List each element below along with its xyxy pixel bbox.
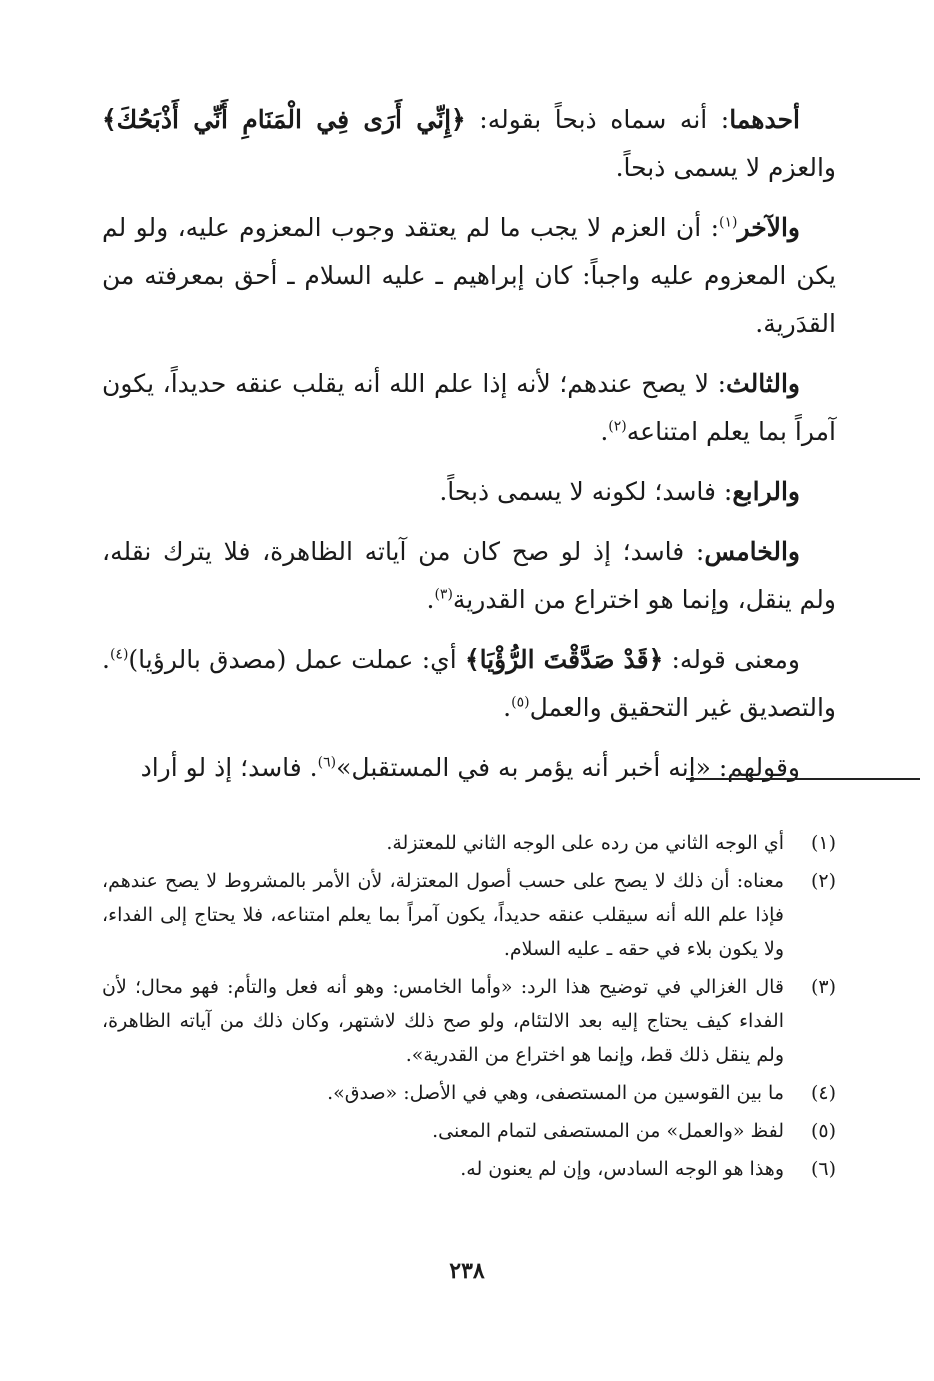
paragraph-lead: والرابع — [732, 477, 800, 506]
footnote-number: (٦) — [810, 1158, 836, 1180]
footnote-text: لفظ «والعمل» من المستصفى لتمام المعنى. — [432, 1120, 784, 1142]
quran-verse: ﴿قَدْ صَدَّقْتَ الرُّؤْيَا﴾ — [464, 645, 664, 674]
footnote-text: وهذا هو الوجه السادس، وإن لم يعنون له. — [460, 1158, 784, 1180]
paragraph-first — [102, 96, 836, 192]
footnote-number: (٢) — [810, 870, 836, 892]
paragraph-sixth — [102, 636, 836, 732]
footnote-item — [102, 1152, 836, 1186]
footnote-text: أي الوجه الثاني من رده على الوجه الثاني للمعتزلة. — [386, 832, 784, 854]
footnote-ref[interactable]: (١) — [719, 214, 738, 231]
paragraph-text: . — [426, 585, 435, 614]
paragraph-second — [102, 204, 836, 348]
paragraph-lead: أحدهما — [729, 105, 800, 134]
paragraph-text: وقولهم: «إنه أخبر أنه يؤمر به في المستقبل» — [336, 753, 800, 782]
footnote-ref[interactable]: (٣) — [434, 586, 453, 603]
main-text — [102, 96, 836, 804]
footnote-number: (٣) — [810, 976, 836, 998]
footnote-text: ما بين القوسين من المستصفى، وهي في الأصل: «صدق». — [327, 1082, 784, 1104]
footnote-separator — [686, 778, 920, 780]
paragraph-text: . والتصديق غير التحقيق والعمل — [102, 645, 836, 722]
paragraph-lead: والثالث — [726, 369, 800, 398]
footnote-item — [102, 970, 836, 1072]
paragraph-text: : فاسد؛ لكونه لا يسمى ذبحاً. — [439, 477, 733, 506]
paragraph-fifth — [102, 528, 836, 624]
footnote-ref[interactable]: (٤) — [109, 646, 129, 663]
footnote-item — [102, 864, 836, 966]
paragraph-seventh — [102, 744, 836, 792]
footnote-ref[interactable]: (٢) — [608, 418, 627, 435]
paragraph-lead: والآخر — [737, 213, 800, 242]
paragraph-text: . — [600, 417, 609, 446]
paragraph-text: : أن العزم لا يجب ما لم يعتقد وجوب المعزوم عليه، ولو لم يكن المعزوم عليه واجباً: كان إبراهيم ـ عليه السلام ـ أحق بمعرفته من القدَرية. — [102, 213, 836, 338]
footnote-number: (٤) — [810, 1082, 836, 1104]
quran-verse: ﴿إِنِّي أَرَى فِي الْمَنَامِ أَنِّي أَذْبَحُكَ﴾ — [102, 105, 466, 134]
paragraph-text: والعزم لا يسمى ذبحاً. — [615, 153, 836, 182]
paragraph-third — [102, 360, 836, 456]
footnote-text: معناه: أن ذلك لا يصح على حسب أصول المعتزلة، لأن الأمر بالمشروط لا يصح عندهم، فإذا علم الله أنه سيقلب عنقه حديداً، يكون آمراً بما يعلم امتناعه، فلا يحتاج إلى الفداء، ولا يكون بلاء في حقه ـ عليه السلام. — [102, 870, 784, 960]
paragraph-text: . فاسد؛ إذ لو أراد — [140, 753, 318, 782]
footnote-ref[interactable]: (٦) — [317, 754, 337, 771]
footnote-number: (٥) — [810, 1120, 836, 1142]
footnote-item — [102, 826, 836, 860]
footnote-item — [102, 1076, 836, 1110]
paragraph-text: أي: عملت عمل (مصدق بالرؤيا) — [128, 645, 465, 674]
paragraph-fourth — [102, 468, 836, 516]
page-number: ٢٣٨ — [449, 1258, 485, 1284]
footnotes — [102, 826, 836, 1190]
footnote-text: قال الغزالي في توضيح هذا الرد: «وأما الخامس: وهو أنه فعل والتأم: فهو محال؛ لأن الفداء كيف يحتاج إليه بعد الالتئام، ولو صح ذلك لاشتهر، وكان ذلك من آياته الظاهرة، ولم ينقل ذلك قط، وإنما هو اختراع من القدرية». — [102, 976, 784, 1066]
footnote-item — [102, 1114, 836, 1148]
paragraph-lead: والخامس — [704, 537, 800, 566]
paragraph-text: . — [503, 693, 512, 722]
paragraph-text: ومعنى قوله: — [663, 645, 800, 674]
footnote-ref[interactable]: (٥) — [511, 694, 530, 711]
paragraph-text: : أنه سماه ذبحاً بقوله: — [465, 105, 730, 134]
paragraph-text: : فاسد؛ إذ لو صح كان من آياته الظاهرة، فلا يترك نقله، ولم ينقل، وإنما هو اختراع من القدرية — [102, 537, 836, 614]
footnote-number: (١) — [810, 832, 836, 854]
paragraph-text: : لا يصح عندهم؛ لأنه إذا علم الله أنه يقلب عنقه حديداً، يكون آمراً بما يعلم امتناعه — [102, 369, 836, 446]
